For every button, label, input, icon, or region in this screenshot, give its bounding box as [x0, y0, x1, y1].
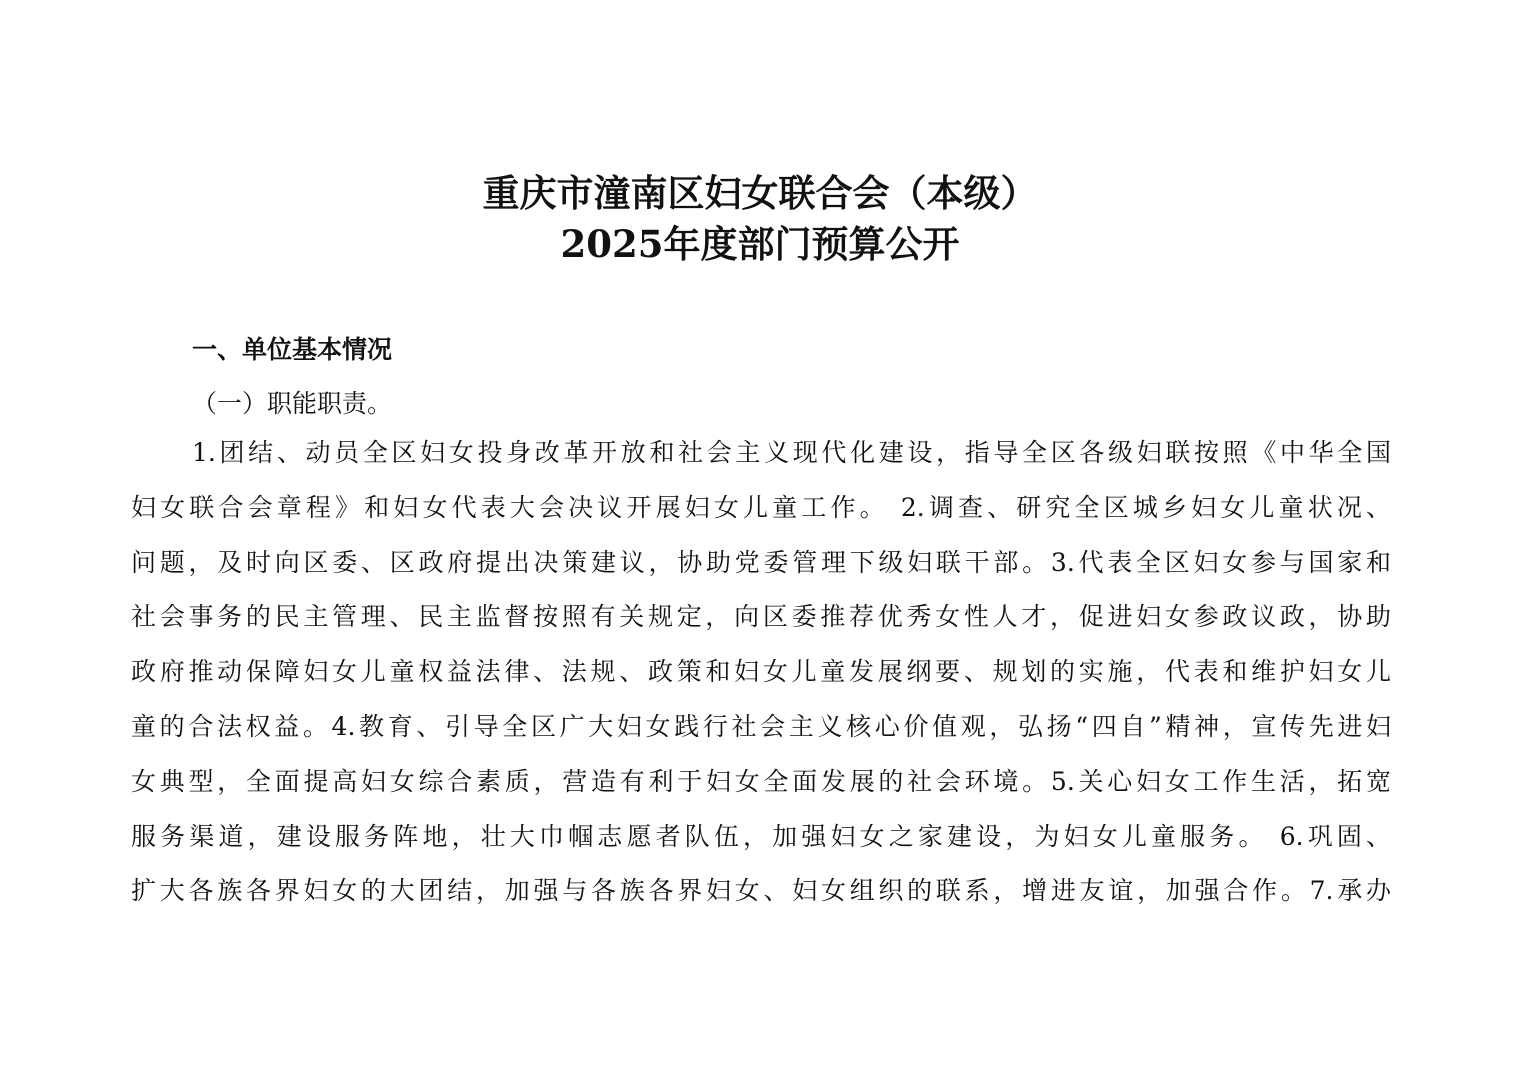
- body-line: 政府推动保障妇女儿童权益法律、法规、政策和妇女儿童发展纲要、规划的实施，代表和维护妇女儿: [131, 657, 1391, 687]
- body-line: 问题，及时向区委、区政府提出决策建议，协助党委管理下级妇联干部。3.代表全区妇女参与国家和: [131, 547, 1391, 577]
- body-line: 社会事务的民主管理、民主监督按照有关规定，向区委推荐优秀女性人才，促进妇女参政议政，协助: [131, 602, 1391, 632]
- section-heading: 一、单位基本情况: [192, 335, 393, 364]
- body-line: 女典型，全面提高妇女综合素质，营造有利于妇女全面发展的社会环境。5.关心妇女工作生活，拓宽: [131, 766, 1391, 796]
- body-line: 妇女联合会章程》和妇女代表大会决议开展妇女儿童工作。 2.调查、研究全区城乡妇女儿童状况、: [131, 492, 1391, 522]
- body-line: 服务渠道，建设服务阵地，壮大巾帼志愿者队伍，加强妇女之家建设，为妇女儿童服务。 6.巩固、: [131, 821, 1391, 851]
- subsection-heading: （一）职能职责。: [192, 389, 393, 418]
- document-title: [0, 168, 1520, 270]
- title-line-1: 重庆市潼南区妇女联合会（本级）: [482, 171, 1038, 215]
- title-line-2: 2025年度部门预算公开: [560, 222, 960, 266]
- body-line: 1.团结、动员全区妇女投身改革开放和社会主义现代化建设，指导全区各级妇联按照《中华全国: [192, 438, 1391, 467]
- body-line: 童的合法权益。4.教育、引导全区广大妇女践行社会主义核心价值观，弘扬“四自”精神，宣传先进妇: [131, 711, 1391, 741]
- body-line: 扩大各族各界妇女的大团结，加强与各族各界妇女、妇女组织的联系，增进友谊，加强合作。7.承办: [131, 876, 1391, 906]
- body-paragraph: [131, 433, 1391, 926]
